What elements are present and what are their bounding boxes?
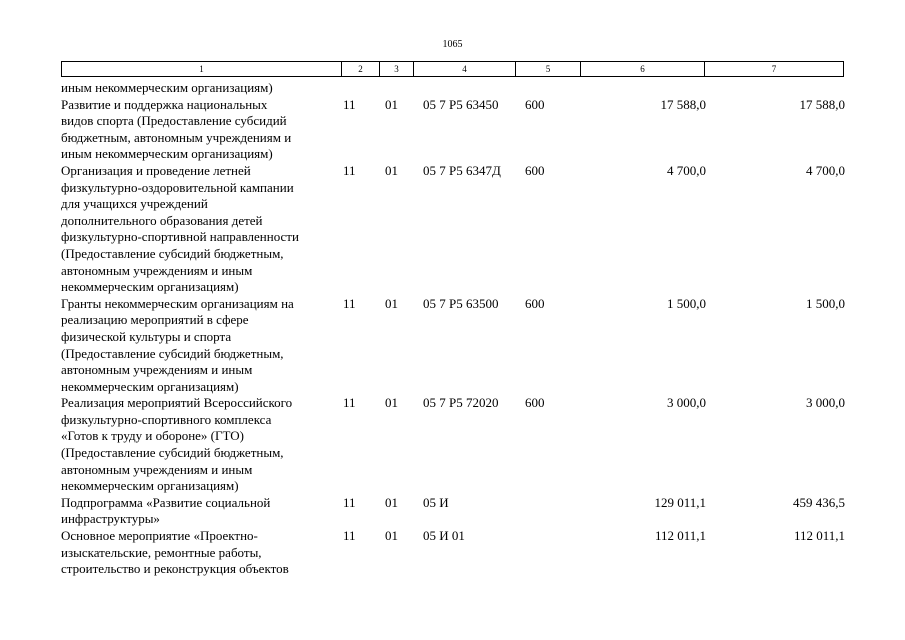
row-col-2: 11 — [343, 96, 356, 112]
row-col-3: 01 — [385, 395, 398, 411]
row-col-5: 600 — [525, 162, 545, 178]
row-col-6: 17 588,0 — [660, 96, 706, 112]
row-col-4: 05 7 Р5 63450 — [423, 96, 499, 112]
row-col-6: 3 000,0 — [667, 395, 706, 411]
row-col-4: 05 И 01 — [423, 528, 465, 544]
row-col-2: 11 — [343, 295, 356, 311]
row-description: Развитие и поддержка национальных видов спорта (Предоставление субсидий бюджетным, автономным учреждениям и иным некоммерческим организациям) — [61, 96, 292, 162]
row-col-2: 11 — [343, 162, 356, 178]
row-description: иным некоммерческим организациям) — [61, 80, 273, 95]
table-body — [61, 80, 843, 578]
row-col-3: 01 — [385, 494, 398, 510]
row-description: Гранты некоммерческим организациям на реализацию мероприятий в сфере физической культуры и спорта (Предоставление субсидий бюджетным, автономным учреждениям и иным некоммерческим организациям) — [61, 295, 294, 394]
row-col-7: 17 588,0 — [799, 96, 845, 112]
row-col-3: 01 — [385, 295, 398, 311]
column-header-2: 2 — [342, 62, 380, 77]
row-col-4: 05 7 Р5 63500 — [423, 295, 499, 311]
row-description: Основное мероприятие «Проектно- изыскательские, ремонтные работы, строительство и реконструкция объектов — [61, 528, 289, 577]
row-col-2: 11 — [343, 395, 356, 411]
row-col-4: 05 И — [423, 494, 449, 510]
table-row — [61, 528, 843, 578]
row-col-5: 600 — [525, 295, 545, 311]
column-header-5: 5 — [516, 62, 581, 77]
row-col-6: 4 700,0 — [667, 162, 706, 178]
table-row — [61, 495, 843, 528]
row-col-3: 01 — [385, 162, 398, 178]
row-col-3: 01 — [385, 528, 398, 544]
column-header-row — [62, 62, 844, 77]
page-number: 1065 — [442, 39, 463, 50]
table-row — [61, 97, 843, 163]
row-col-7: 112 011,1 — [793, 528, 845, 544]
row-col-5: 600 — [525, 395, 545, 411]
row-description: Реализация мероприятий Всероссийского физкультурно-спортивного комплекса «Готов к труду и обороне» (ГТО) (Предоставление субсидий бюджетным, автономным учреждениям и иным некоммерческим организациям) — [61, 395, 293, 494]
row-col-7: 459 436,5 — [793, 494, 845, 510]
row-description: Подпрограмма «Развитие социальной инфраструктуры» — [61, 494, 271, 527]
table-row — [61, 80, 843, 97]
row-col-6: 1 500,0 — [667, 295, 706, 311]
row-col-2: 11 — [343, 528, 356, 544]
row-col-3: 01 — [385, 96, 398, 112]
row-description: Организация и проведение летней физкультурно-оздоровительной кампании для учащихся учреждений дополнительного образования детей физкультурно-спортивной направленности (Предоставление субсидий бюджетным, автономным учреждениям и иным некоммерческим организациям) — [61, 162, 299, 295]
column-header-6: 6 — [581, 62, 705, 77]
column-header-1: 1 — [62, 62, 342, 77]
table-row — [61, 163, 843, 296]
row-col-4: 05 7 Р5 72020 — [423, 395, 499, 411]
row-col-2: 11 — [343, 494, 356, 510]
row-col-6: 112 011,1 — [654, 528, 706, 544]
column-header-3: 3 — [380, 62, 414, 77]
row-col-4: 05 7 Р5 6347Д — [423, 162, 501, 178]
column-header-table — [61, 61, 844, 77]
column-header-4: 4 — [414, 62, 516, 77]
row-col-6: 129 011,1 — [654, 494, 706, 510]
row-col-7: 3 000,0 — [806, 395, 845, 411]
row-col-5: 600 — [525, 96, 545, 112]
table-row — [61, 296, 843, 396]
row-col-7: 4 700,0 — [806, 162, 845, 178]
column-header-7: 7 — [705, 62, 844, 77]
row-col-7: 1 500,0 — [806, 295, 845, 311]
table-row — [61, 395, 843, 495]
